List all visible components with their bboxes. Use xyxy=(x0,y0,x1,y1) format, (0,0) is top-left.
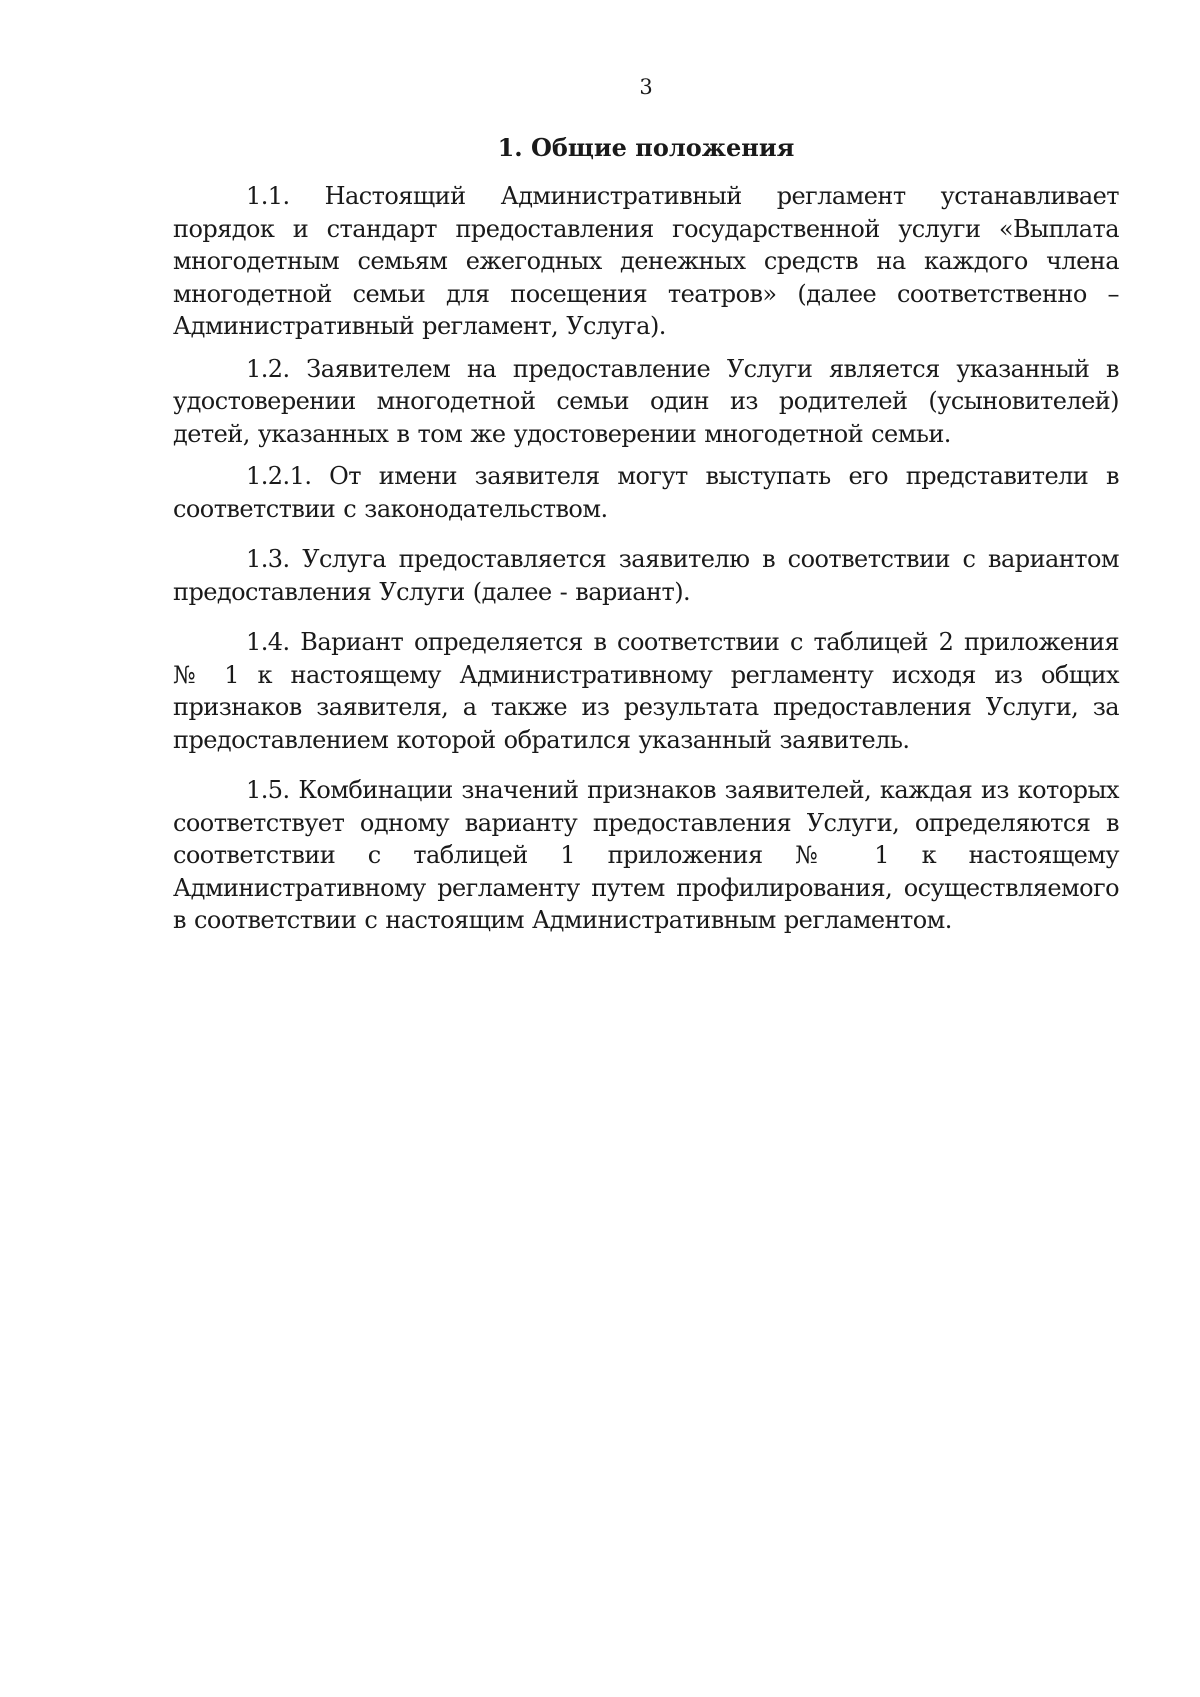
paragraph-1-3: 1.3. Услуга предоставляется заявителю в соответствии с вариантом предоставления Услуги (далее - вариант). xyxy=(173,545,1119,606)
paragraph-1-1: 1.1. Настоящий Административный регламент устанавливает порядок и стандарт предоставления государственной услуги «Выплата многодетным семьям ежегодных денежных средств на каждого члена многодетной семьи для посещения театров» (далее соответственно – Административный регламент, Услуга). xyxy=(173,182,1119,340)
paragraph-1-2-1: 1.2.1. От имени заявителя могут выступать его представители в соответствии с законодательством. xyxy=(173,462,1119,523)
paragraph-1-4: 1.4. Вариант определяется в соответствии с таблицей 2 приложения № 1 к настоящему Административному регламенту исходя из общих признаков заявителя, а также из результата предоставления Услуги, за предоставлением которой обратился указанный заявитель. xyxy=(173,628,1119,754)
document-body xyxy=(173,132,1119,937)
paragraph-1-5: 1.5. Комбинации значений признаков заявителей, каждая из которых соответствует одному варианту предоставления Услуги, определяются в соответствии с таблицей 1 приложения № 1 к настоящему Административному регламенту путем профилирования, осуществляемого в соответствии с настоящим Административным регламентом. xyxy=(173,776,1119,934)
section-title: 1. Общие положения xyxy=(497,133,795,162)
paragraph-1-2: 1.2. Заявителем на предоставление Услуги является указанный в удостоверении многодетной семьи один из родителей (усыновителей) детей, указанных в том же удостоверении многодетной семьи. xyxy=(173,354,1119,448)
page-number: 3 xyxy=(639,75,653,99)
